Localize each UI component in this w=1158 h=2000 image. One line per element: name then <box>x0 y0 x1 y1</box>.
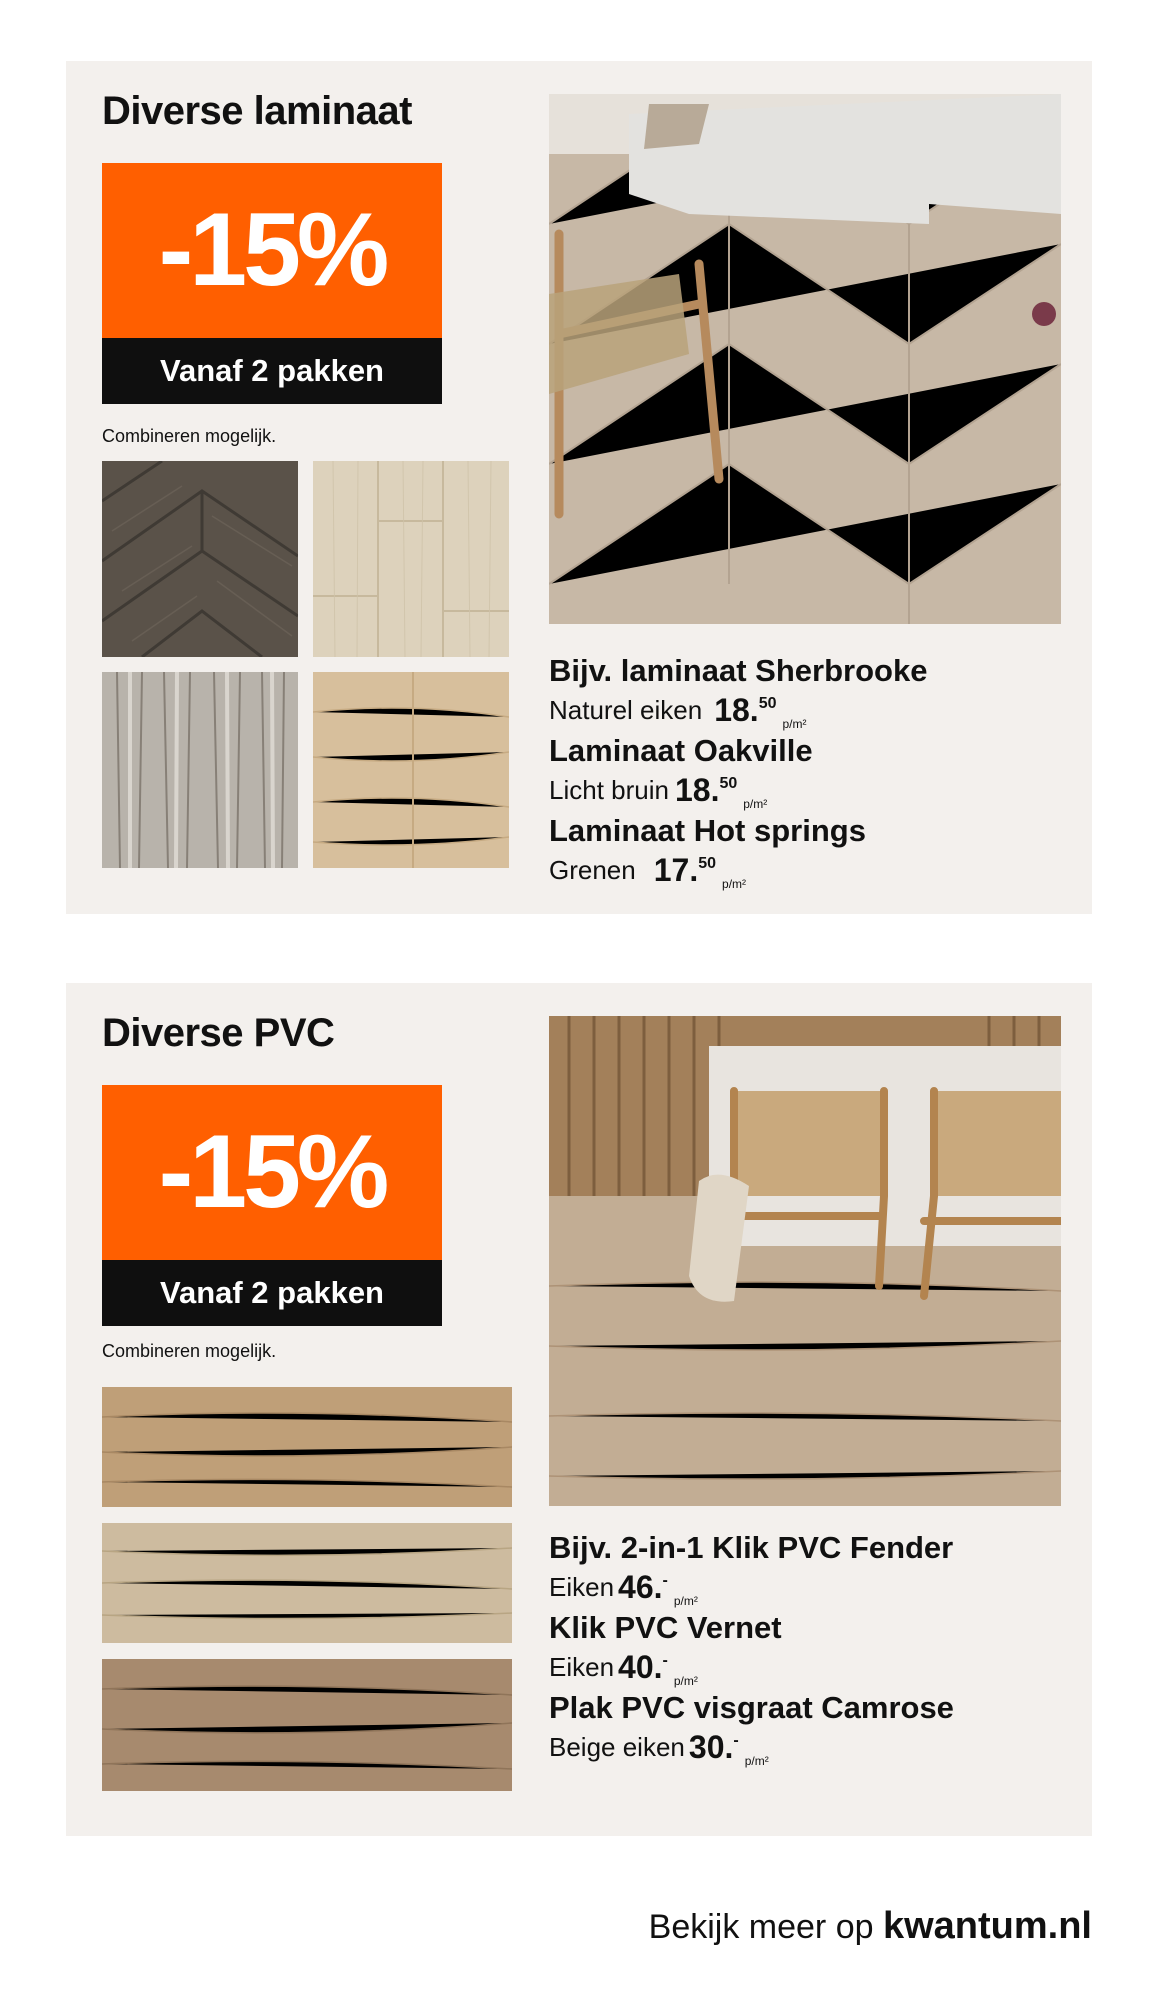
product-price: 18.50 <box>674 772 738 808</box>
price-unit: p/m² <box>673 1674 698 1688</box>
swatch-light-oak <box>313 461 509 657</box>
product-item <box>549 651 1069 729</box>
pvc-combine-note: Combineren mogelijk. <box>102 1341 277 1361</box>
product-detail <box>549 1648 1069 1686</box>
pvc-room-photo <box>549 1016 1061 1546</box>
product-name: Laminaat Hot springs <box>549 813 866 848</box>
swatch-pvc-oak-beige <box>102 1659 512 1791</box>
product-variant: Naturel eiken <box>549 695 703 725</box>
price-unit: p/m² <box>673 1594 698 1608</box>
laminaat-condition: Vanaf 2 pakken <box>102 338 442 404</box>
product-price: 17.50 <box>653 852 717 888</box>
product-item <box>549 1528 1069 1606</box>
pvc-title: Diverse PVC <box>102 1011 335 1055</box>
footer-prefix: Bekijk meer op <box>648 1908 874 1946</box>
laminaat-combine-note: Combineren mogelijk. <box>102 426 277 446</box>
swatch-whitewash-pine <box>102 672 298 868</box>
product-price: 18.50 <box>714 692 777 728</box>
swatch-dark-herringbone <box>102 461 298 657</box>
product-price: 46.- <box>618 1569 668 1605</box>
product-variant: Eiken <box>549 1572 615 1602</box>
swatch-pvc-oak-warm <box>102 1387 512 1507</box>
laminaat-discount-badge <box>102 163 442 404</box>
price-unit: p/m² <box>743 797 768 811</box>
pvc-discount: -15% <box>102 1085 442 1260</box>
price-unit: p/m² <box>782 717 807 731</box>
product-detail <box>549 851 1069 889</box>
laminaat-room-photo <box>549 94 1061 624</box>
footer-cta <box>649 1905 1092 1948</box>
product-name: Bijv. laminaat Sherbrooke <box>549 653 928 688</box>
product-variant: Licht bruin <box>549 775 669 805</box>
product-name: Bijv. 2-in-1 Klik PVC Fender <box>549 1530 954 1565</box>
price-unit: p/m² <box>744 1754 769 1768</box>
product-name: Laminaat Oakville <box>549 733 813 768</box>
laminaat-panel <box>66 61 1092 914</box>
swatch-pvc-oak-light <box>102 1523 512 1643</box>
product-price: 30.- <box>688 1729 739 1765</box>
price-unit: p/m² <box>722 877 747 891</box>
product-item <box>549 1608 1069 1686</box>
product-name: Plak PVC visgraat Camrose <box>549 1690 954 1725</box>
product-price: 40.- <box>618 1649 668 1685</box>
product-detail <box>549 1568 1069 1606</box>
product-item <box>549 731 1069 809</box>
laminaat-discount: -15% <box>102 163 442 338</box>
footer-site-link[interactable]: kwantum.nl <box>882 1905 1092 1947</box>
laminaat-title: Diverse laminaat <box>102 89 412 133</box>
swatch-natural-oak <box>313 672 509 868</box>
pvc-discount-badge <box>102 1085 442 1326</box>
product-item <box>549 811 1069 889</box>
product-variant: Grenen <box>549 855 636 885</box>
pvc-panel <box>66 983 1092 1836</box>
product-detail <box>549 1728 1069 1766</box>
pvc-condition: Vanaf 2 pakken <box>102 1260 442 1326</box>
product-variant: Eiken <box>549 1652 615 1682</box>
product-detail <box>549 691 1069 729</box>
product-variant: Beige eiken <box>549 1732 685 1762</box>
product-name: Klik PVC Vernet <box>549 1610 782 1645</box>
laminaat-product-list <box>549 651 1069 891</box>
product-detail <box>549 771 1069 809</box>
product-item <box>549 1688 1069 1766</box>
pvc-product-list <box>549 1528 1069 1768</box>
